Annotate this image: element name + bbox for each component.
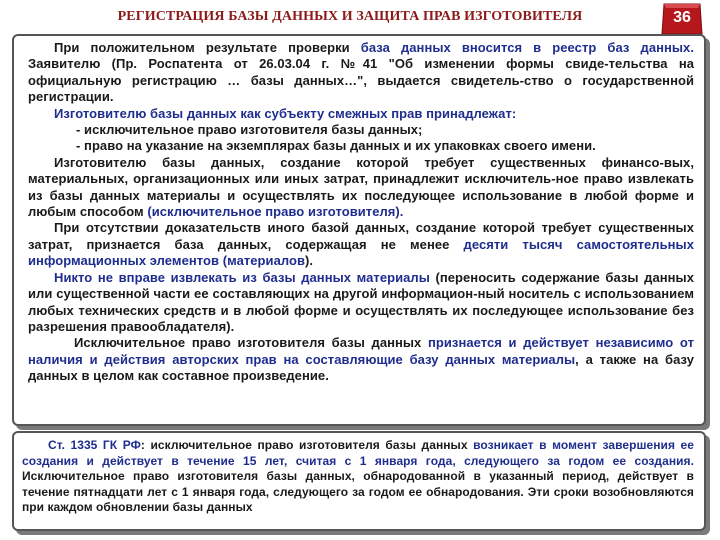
p1-text-b: база данных вносится в реестр баз данных. bbox=[360, 40, 694, 55]
p6-text-b: признается и действует независимо от наличия и действия авторских прав на составляющие базу данных материалы bbox=[28, 335, 695, 367]
p3-text-a: Изготовителю базы данных, создание которой требует существенных финансо-вых, материальных, организационных или иных затрат, принадлежит исключитель-ное право извлекать из базы данных материалы и осуществлять их последующее использование в любой форме и любым способом bbox=[28, 154, 694, 220]
rights-bullet-1: - исключительное право изготовителя базы данных; bbox=[76, 122, 423, 138]
paragraph-exclusive-right bbox=[28, 155, 694, 221]
slide-number: 36 bbox=[673, 9, 691, 26]
p1-text-a: При положительном результате проверки bbox=[54, 40, 361, 55]
main-text-box bbox=[12, 34, 706, 426]
paragraph-registration bbox=[28, 40, 694, 106]
page-title: РЕГИСТРАЦИЯ БАЗЫ ДАННЫХ И ЗАЩИТА ПРАВ ИЗГОТОВИТЕЛЯ bbox=[117, 9, 583, 24]
article-1335-text bbox=[22, 438, 694, 516]
slide-number-badge bbox=[660, 2, 704, 36]
p4-text-a: При отсутствии доказательств иного базой данных, создание которой требует существенных затрат, признается база данных, содержащая не менее bbox=[28, 220, 694, 252]
article-text-d: Исключительное право изготовителя базы данных, обнародованной в указанный период, действует в течение пятнадцати лет с 1 января года, следующего за годом ее обнародования. Эти сроки возобновляются при каждом обновлении базы данных bbox=[22, 469, 694, 514]
article-1335-box bbox=[12, 431, 706, 531]
p5-text-a: Никто не вправе извлекать из базы данных материалы bbox=[54, 269, 430, 285]
p4-text-c: ). bbox=[305, 253, 314, 269]
p1-text-c: Заявителю (Пр. Роспатента от 26.03.04 г. №41 "Об изменении формы свиде-тельства на официальную регистрацию … базы данных…", выдается свидетель-ство о государственной регистрации. bbox=[28, 56, 694, 105]
article-ref: Ст. 1335 ГК РФ bbox=[48, 438, 141, 452]
p5-text-b: (переносить содержание базы данных или существенной части ее составляющих на другой информацион-ный носитель с использованием любых технических средств и в любой форме и осуществлять их последующее использование без разрешения правообладателя). bbox=[28, 269, 694, 334]
paragraph-no-extraction bbox=[28, 270, 694, 336]
p3-text-b: (исключительное право изготовителя). bbox=[147, 204, 404, 220]
article-text-c: возникает в момент завершения ее создания и действует в течение 15 лет, считая с 1 января года, следующего за годом ее создания. bbox=[22, 438, 694, 468]
paragraph-rights-heading: Изготовителю базы данных как субъекту смежных прав принадлежат: bbox=[54, 105, 517, 121]
p4-text-b: десяти тысяч самостоятельных информационных элементов (материалов bbox=[28, 236, 694, 269]
rights-bullet-2: - право на указание на экземплярах базы данных и их упаковках своего имени. bbox=[76, 138, 596, 154]
paragraph-independence bbox=[28, 335, 694, 384]
paragraph-ten-thousand bbox=[28, 220, 694, 269]
p6-text-a: Исключительное право изготовителя базы данных bbox=[74, 335, 428, 351]
p6-text-c: , а также на базу данных в целом как составное произведение. bbox=[28, 351, 694, 384]
article-text-b: : исключительное право изготовителя базы данных bbox=[140, 438, 474, 452]
